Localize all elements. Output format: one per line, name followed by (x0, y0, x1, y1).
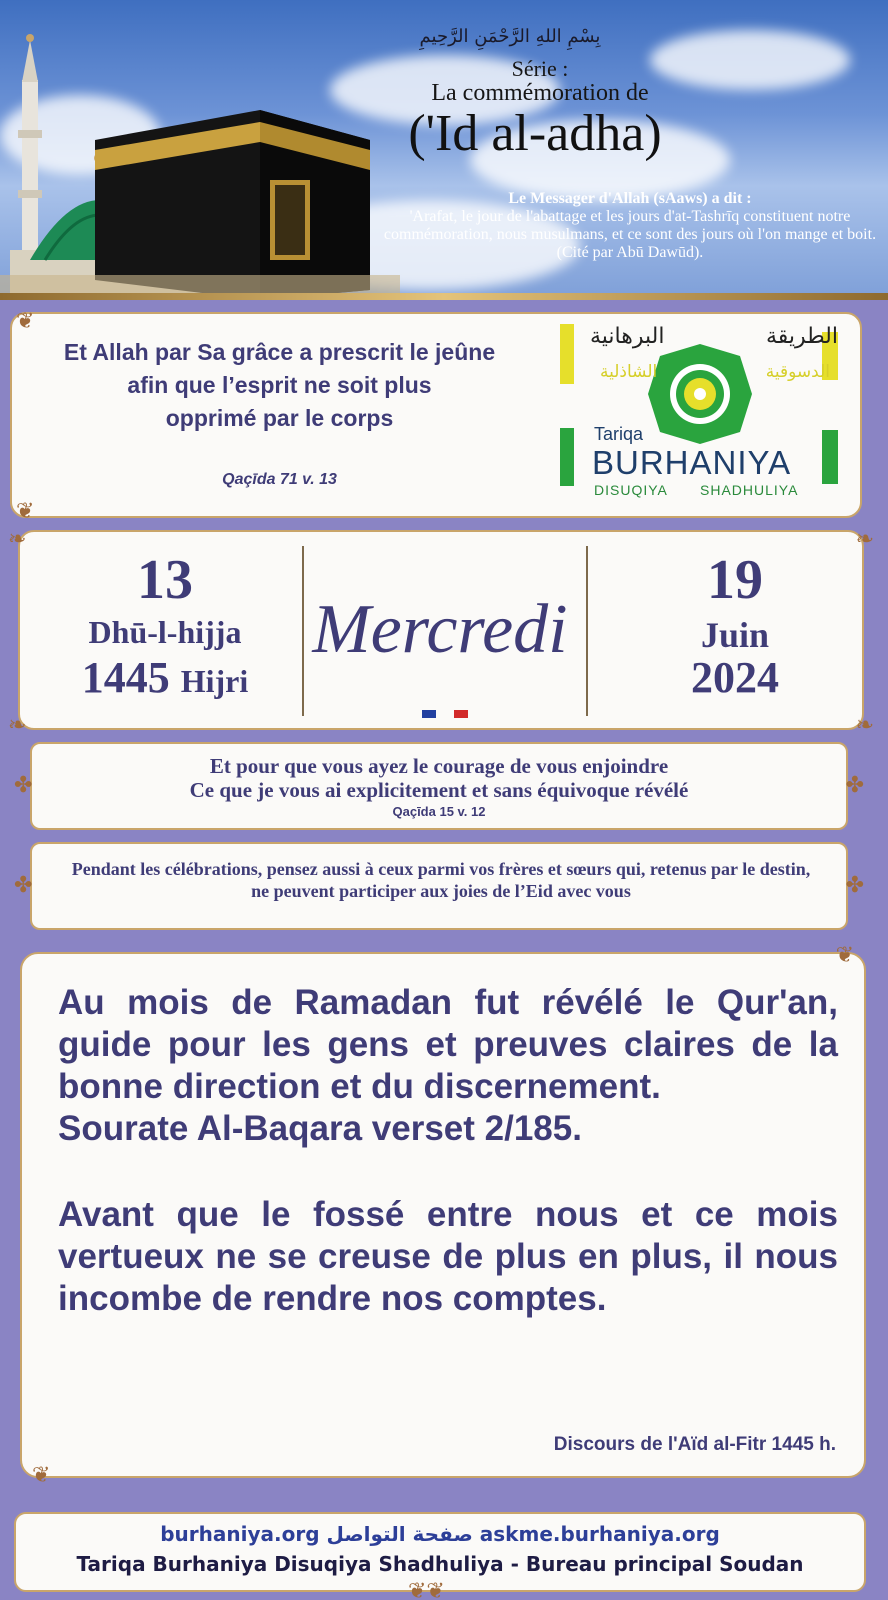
footer-organization: Tariqa Burhaniya Disuqiya Shadhuliya - Bureau principal Soudan (76, 1552, 804, 1576)
corner-ornament-icon: ❦ (835, 942, 854, 967)
burhaniya-logo (550, 316, 850, 514)
ramadan-source: Sourate Al-Baqara verset 2/185. (58, 1109, 582, 1148)
corner-ornament-icon: ❧ (8, 712, 27, 737)
quote-line: Ce que je vous ai explicitement et sans équivoque révélé (189, 778, 689, 802)
logo-arabic-burhaniya: البرهانية (590, 324, 665, 349)
reminder-text: Pendant les célébrations, pensez aussi à ceux parmi vos frères et sœurs qui, retenus par le destin, ne peuvent participer aux joies de l’Eid avec vous (71, 859, 811, 901)
corner-ornament-icon: ❧ (855, 712, 874, 737)
courage-quote-reference: Qaçīda 15 v. 12 (392, 804, 486, 819)
courage-quote (32, 754, 846, 802)
logo-disuqiya: DISUQIYA (594, 482, 668, 498)
footer-links[interactable]: burhaniya.org صفحة التواصل askme.burhaniya.org (160, 1522, 720, 1546)
logo-burhaniya: BURHANIYA (592, 444, 792, 481)
logo-arabic-shadhuliya: الشاذلية (600, 362, 658, 382)
corner-ornament-icon: ❦ (32, 1462, 51, 1487)
series-label: Série : (511, 56, 569, 81)
weekday: Mercredi (312, 591, 568, 668)
bottom-ornament-icon: ❦❦ (408, 1578, 445, 1600)
series-subtitle: La commémoration de (431, 80, 649, 106)
main-message-panel (20, 942, 866, 1487)
quote-reference: Qaçīda 71 v. 13 (222, 471, 337, 488)
hadith-source: (Cité par Abū Dawūd). (556, 244, 704, 261)
corner-ornament-icon: ❦ (16, 308, 35, 333)
quote-line: opprimé par le corps (165, 405, 394, 431)
date-panel (8, 526, 874, 737)
logo-tariqa: Tariqa (594, 424, 644, 444)
ramadan-paragraph: Au mois de Ramadan fut révélé le Qur'an, guide pour les gens et preuves claires de la bonne direction et du discernement. (58, 983, 838, 1106)
vertical-divider (302, 546, 304, 716)
hijri-month: Dhū-l-hijja (88, 614, 242, 650)
side-ornament-icon: ✤ (845, 772, 864, 797)
footer (14, 1512, 866, 1600)
quote-logo-panel (10, 308, 862, 523)
minaret-icon (18, 34, 42, 260)
side-ornament-icon: ✤ (14, 872, 33, 897)
accountability-paragraph: Avant que le fossé entre nous et ce mois vertueux ne se creuse de plus en plus, il nous incombe de rendre nos comptes. (58, 1195, 838, 1318)
hijri-year: 1445 (81, 653, 170, 702)
gregorian-day: 19 (707, 549, 763, 611)
reminder-panel (14, 842, 864, 930)
quote-line: Et pour que vous ayez le courage de vous enjoindre (209, 754, 669, 778)
logo-arabic-tariqa: الطريقة (765, 324, 838, 349)
corner-ornament-icon: ❧ (8, 526, 27, 551)
corner-ornament-icon: ❦ (16, 498, 35, 523)
cloud-decoration (650, 30, 850, 90)
hadith-lead: Le Messager d'Allah (sAaws) a dit : (508, 190, 752, 207)
kaaba-mosque-illustration (0, 20, 400, 300)
logo-arabic-disuqiya: الدسوقية (765, 362, 830, 382)
speech-source: Discours de l'Aïd al-Fitr 1445 h. (553, 1434, 836, 1455)
gold-divider (0, 293, 888, 300)
quote-line: afin que l’esprit ne soit plus (127, 372, 432, 398)
hijri-suffix: Hijri (180, 663, 249, 699)
header-banner (0, 0, 888, 300)
flag-red-icon (454, 710, 468, 718)
series-title: ('Id al-adha) (408, 105, 662, 162)
gregorian-month: Juin (700, 615, 770, 655)
hijri-day: 13 (137, 549, 193, 611)
kaaba-icon (95, 110, 370, 300)
vertical-divider (586, 546, 588, 716)
flag-blue-icon (422, 710, 436, 718)
basmala-text: بِسْمِ اللهِ الرَّحْمَنِ الرَّحِيمِ (419, 26, 601, 47)
side-ornament-icon: ✤ (845, 872, 864, 897)
corner-ornament-icon: ❧ (855, 526, 874, 551)
hadith-block (380, 190, 880, 262)
hijri-year-line (50, 652, 280, 703)
side-ornament-icon: ✤ (14, 772, 33, 797)
gregorian-year: 2024 (691, 653, 779, 702)
logo-shadhuliya: SHADHULIYA (700, 482, 799, 498)
main-message (58, 982, 838, 1320)
quote-line: Et Allah par Sa grâce a prescrit le jeûne (63, 339, 496, 365)
hadith-text: 'Arafat, le jour de l'abattage et les jours d'at-Tashrīq constituent notre commémoration, nous musulmans, et ce sont des jours où l'on mange et boit. (383, 208, 877, 243)
prescription-quote (32, 336, 527, 435)
courage-quote-panel (14, 742, 864, 830)
